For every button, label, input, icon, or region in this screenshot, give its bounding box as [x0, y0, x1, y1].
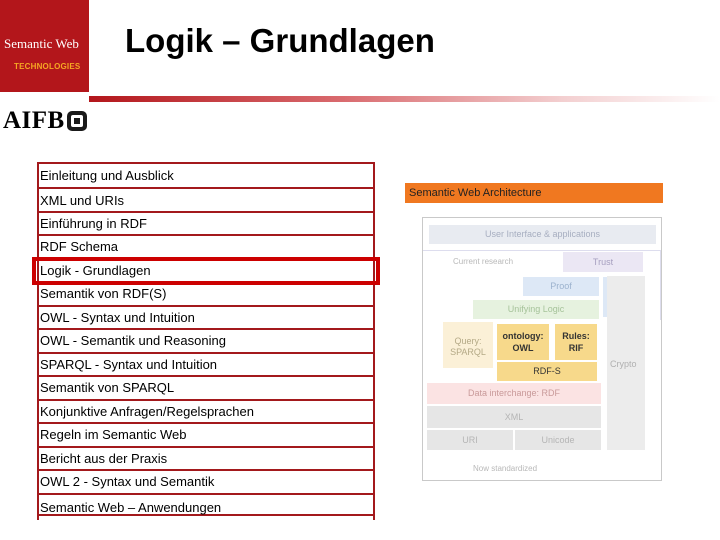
topic-list [37, 162, 375, 520]
org-logo-text: AIFB [3, 107, 65, 134]
topic-item[interactable]: Logik - Grundlagen [39, 258, 373, 281]
rules-label: Rules: RIF [562, 331, 590, 353]
topic-item[interactable]: OWL 2 - Syntax und Semantik [39, 469, 373, 492]
rdfs-label: RDF-S [533, 366, 561, 376]
topic-item[interactable]: Einleitung und Ausblick [39, 162, 373, 185]
aifb-logo-icon [66, 110, 88, 132]
xml-block [427, 406, 601, 428]
topic-item[interactable]: Bericht aus der Praxis [39, 446, 373, 469]
brand-tagline: TECHNOLOGIES [14, 62, 81, 71]
uri-block [427, 430, 513, 450]
rules-block [555, 324, 597, 360]
topic-item[interactable]: RDF Schema [39, 234, 373, 257]
topic-item[interactable]: Semantic Web – Anwendungen [39, 493, 373, 516]
proof-label: Proof [550, 281, 572, 291]
brand-logo [0, 0, 89, 92]
header-divider [89, 96, 720, 102]
trust-block [563, 252, 643, 272]
brand-name: Semantic Web [4, 36, 79, 51]
topic-item[interactable]: Konjunktive Anfragen/Regelsprachen [39, 399, 373, 422]
page-title: Logik – Grundlagen [125, 22, 435, 59]
uri-label: URI [462, 435, 478, 445]
ui-apps-label: User Interface & applications [484, 229, 601, 239]
topic-item[interactable]: OWL - Semantik und Reasoning [39, 328, 373, 351]
current-research-label: Current research [453, 257, 514, 266]
topic-item[interactable]: Einführung in RDF [39, 211, 373, 234]
query-block [443, 322, 493, 368]
proof-block [523, 277, 599, 296]
unicode-label: Unicode [541, 435, 575, 445]
ontology-label: ontology: OWL [502, 331, 544, 353]
data-interchange-label: Data interchange: RDF [467, 388, 561, 398]
unifying-logic-block [473, 300, 599, 319]
unicode-block [515, 430, 601, 450]
topic-item[interactable]: Semantik von RDF(S) [39, 281, 373, 304]
topic-item[interactable]: XML und URIs [39, 187, 373, 210]
current-topic-highlight [32, 257, 380, 285]
rdfs-block [497, 362, 597, 381]
topic-item[interactable]: Semantik von SPARQL [39, 375, 373, 398]
architecture-header: Semantic Web Architecture [405, 183, 663, 203]
topic-item[interactable]: OWL - Syntax und Intuition [39, 305, 373, 328]
unifying-logic-label: Unifying Logic [507, 304, 565, 314]
query-label: Query: SPARQL [450, 336, 486, 357]
architecture-diagram [422, 217, 662, 481]
xml-label: XML [504, 412, 524, 422]
topic-item[interactable]: SPARQL - Syntax und Intuition [39, 352, 373, 375]
topic-item[interactable]: Regeln im Semantic Web [39, 422, 373, 445]
ui-apps-block [429, 225, 656, 244]
trust-label: Trust [592, 257, 614, 267]
data-interchange-block [427, 383, 601, 404]
now-standardized-label: Now standardized [473, 464, 538, 473]
ontology-block [497, 324, 549, 360]
crypto-label: Crypto [610, 359, 637, 369]
